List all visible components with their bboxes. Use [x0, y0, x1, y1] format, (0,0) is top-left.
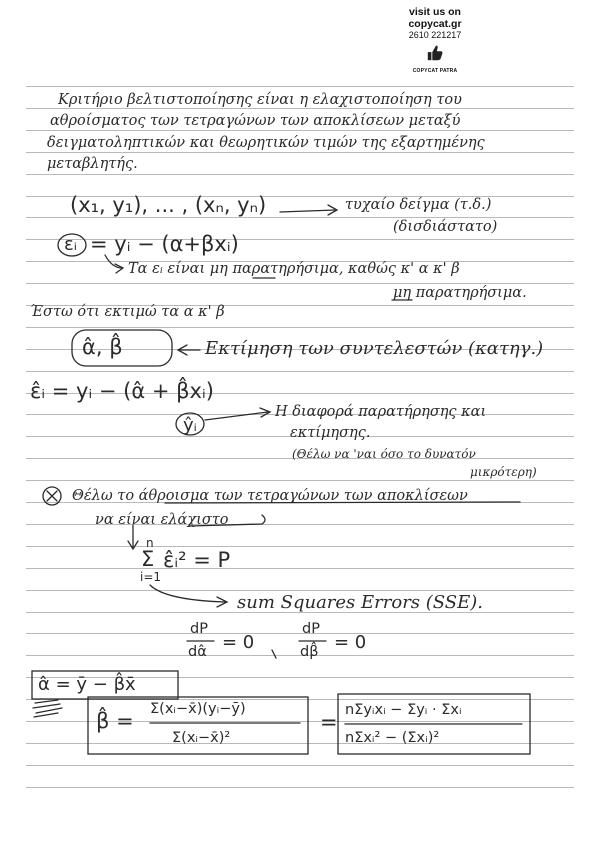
y-hat-circle: [176, 413, 204, 435]
sample-note: τυχαίο δείγμα (τ.δ.): [345, 197, 492, 213]
sum-upper-limit: n: [146, 536, 154, 550]
bullet-x-icon: [47, 491, 57, 501]
note-line: αθροίσματος των τετραγώνων των αποκλίσεων μεταξύ: [50, 113, 461, 129]
derivative-equals-zero: = 0: [334, 632, 367, 653]
residual-note: μη παρατηρήσιμα.: [393, 285, 527, 301]
difference-note: εκτίμησης.: [290, 425, 371, 441]
sample-pairs: (x₁, y₁), ... , (xₙ, yₙ): [70, 193, 267, 217]
stamp-site-text: copycat.gr: [408, 18, 462, 30]
residual-arrow-head: [115, 264, 123, 273]
underline: [190, 515, 265, 526]
difference-note: (Θέλω να 'ναι όσο το δυνατόν: [292, 447, 476, 461]
estimates-symbols: α̂, β̂: [82, 335, 123, 359]
derivative-denominator: dβ̂: [300, 644, 319, 660]
estimate-line: Έστω ότι εκτιμώ τα α κ' β: [30, 304, 225, 320]
stamp-visit-text: visit us on: [409, 6, 461, 18]
residual-symbol: εᵢ: [64, 234, 77, 255]
beta-hat-numerator: Σ(xᵢ−x̄)(yᵢ−ȳ): [150, 701, 246, 717]
difference-note: Η διαφορά παρατήρησης και: [275, 404, 487, 420]
derivative-numerator: dP: [190, 621, 208, 637]
beta-hat-box: [88, 697, 308, 754]
stamp-phone-text: 2610 221217: [408, 30, 462, 40]
sse-label: sum Squares Errors (SSE).: [237, 592, 484, 613]
beta-hat-lhs: β̂ =: [96, 709, 134, 733]
residual-equation: = yᵢ − (α+βxᵢ): [90, 232, 239, 256]
difference-arrow: [205, 412, 268, 420]
sum-lower-limit: i=1: [140, 570, 162, 584]
sum-body: ε̂ᵢ² = P: [163, 548, 231, 572]
stamp-brand-text: COPYCAT PATRA: [412, 68, 458, 74]
underline: [165, 502, 520, 503]
y-hat-symbol: ŷᵢ: [183, 415, 197, 436]
derivative-denominator: dα̂: [188, 644, 207, 660]
sigma-icon: Σ: [141, 547, 155, 571]
goal-line: να είναι ελάχιστο: [95, 512, 229, 528]
alpha-hat-box: [32, 671, 178, 699]
residual-note: Τα εᵢ είναι μη παρατηρήσιμα, καθώς κ' α κ' β: [128, 261, 460, 277]
derivative-numerator: dP: [302, 621, 320, 637]
scribble-mark: [33, 700, 62, 717]
sample-note: (δισδιάστατο): [393, 219, 498, 235]
note-line: μεταβλητής.: [47, 156, 138, 172]
derivative-equals-zero: = 0: [222, 632, 255, 653]
note-line: Κριτήριο βελτιστοποίησης είναι η ελαχιστοποίηση του: [58, 92, 462, 108]
residual-hat-equation: ε̂ᵢ = yᵢ − (α̂ + β̂xᵢ): [30, 379, 214, 403]
alpha-hat-formula: α̂ = ȳ − β̂x̄: [38, 674, 136, 695]
beta-hat-alt-denominator: nΣxᵢ² − (Σxᵢ)²: [345, 730, 440, 746]
estimates-box: [72, 330, 172, 366]
sample-arrow: [280, 210, 335, 212]
goal-line: Θέλω το άθροισμα των τετραγώνων των αποκλίσεων: [72, 488, 468, 504]
sse-arrow: [150, 585, 225, 602]
beta-hat-denominator: Σ(xᵢ−x̄)²: [172, 730, 231, 746]
comma-mark: [272, 650, 276, 658]
beta-hat-equals: =: [320, 710, 338, 734]
beta-hat-alt-numerator: nΣyᵢxᵢ − Σyᵢ · Σxᵢ: [345, 702, 462, 718]
difference-note: μικρότερη): [470, 465, 537, 479]
note-line: δειγματοληπτικών και θεωρητικών τιμών της εξαρτημένης: [47, 135, 485, 151]
estimates-note: Εκτίμηση των συντελεστών (κατηγ.): [205, 338, 544, 359]
residual-circle: [58, 234, 86, 256]
